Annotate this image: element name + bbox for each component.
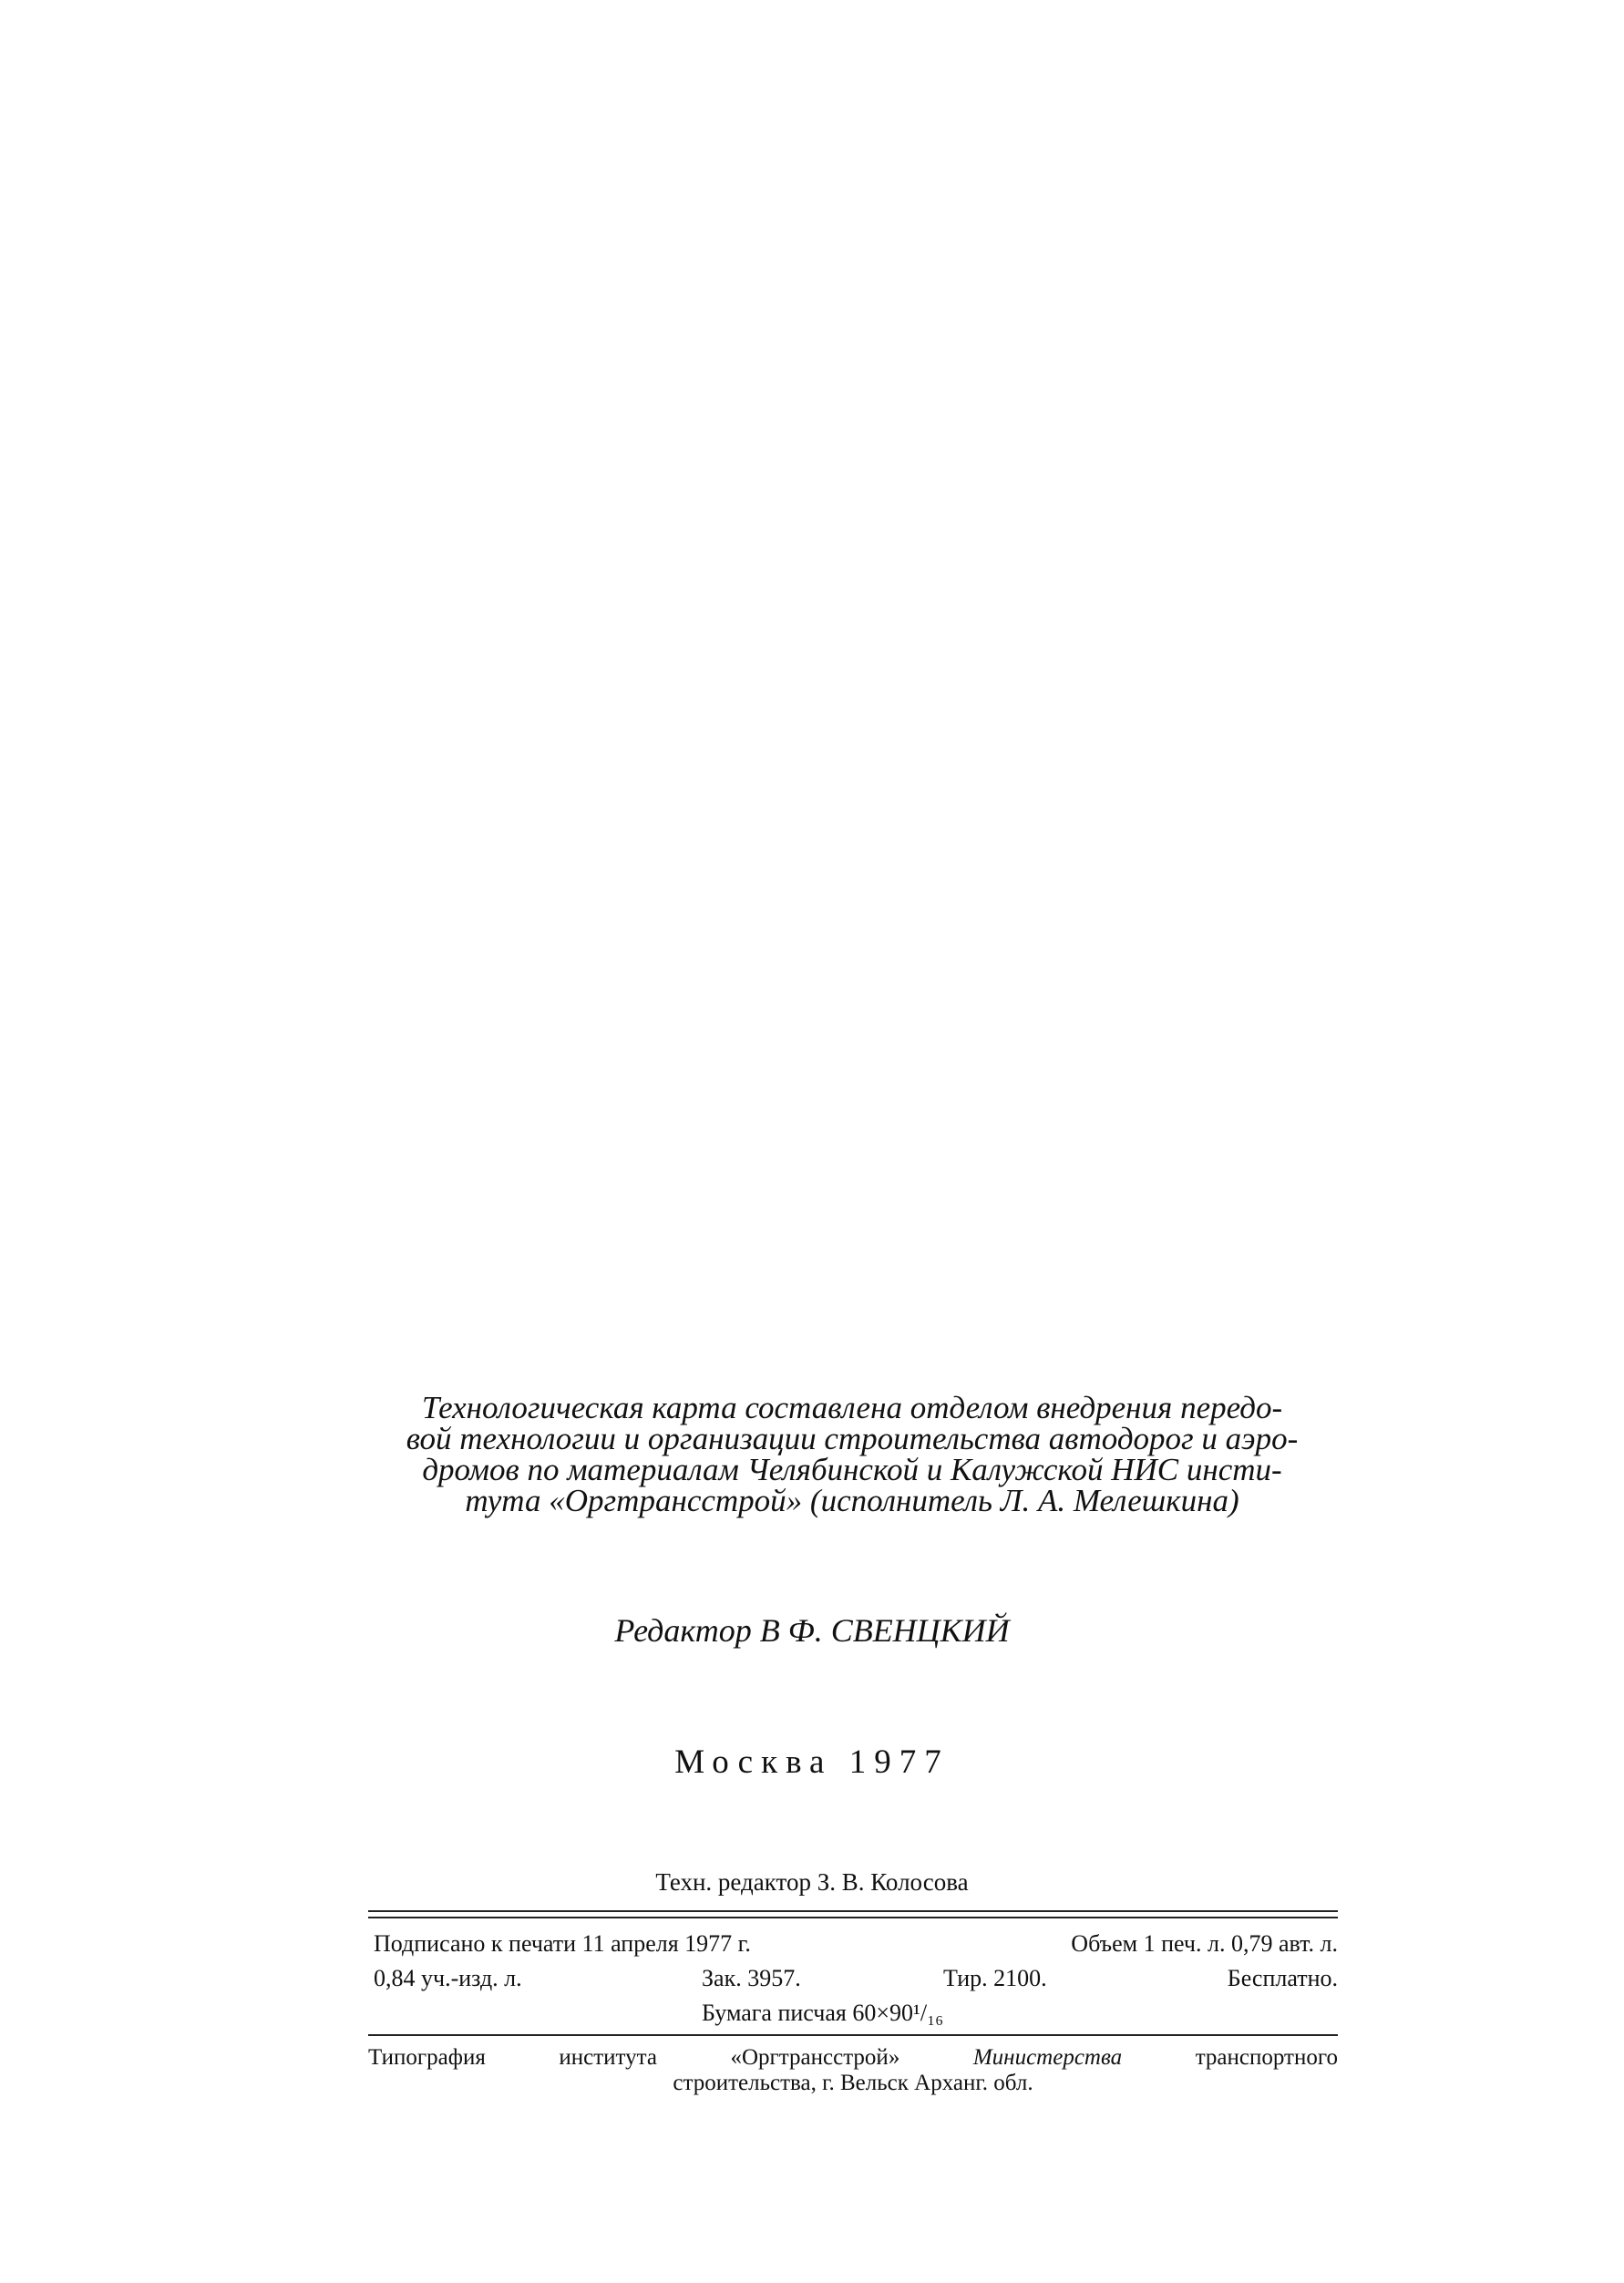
imprint-paper: Бумага писчая 60×90¹/₁₆ [702,2000,944,2026]
tech-editor-credit: Техн. редактор З. В. Колосова [655,1868,969,1896]
imprint-block [374,1930,1338,2031]
imprint-edition-sheets: 0,84 уч.-изд. л. [374,1965,522,1991]
imprint-order: Зак. 3957. [702,1965,801,1991]
annotation-line: вой технологии и организации строительства автодорог и аэро- [406,1421,1299,1456]
imprint-signed: Подписано к печати 11 апреля 1977 г. [374,1930,751,1957]
bottom-rule [368,2034,1338,2036]
printer-word: Министерства [972,2045,1123,2070]
printer-info [368,2045,1338,2096]
annotation-line: дромов по материалам Челябинской и Калужской НИС инсти- [422,1452,1282,1487]
compilers-annotation [360,1390,1344,1518]
imprint-circulation: Тир. 2100. [943,1965,1047,1991]
printer-word: транспортного [1195,2045,1338,2070]
printer-word: Типография [368,2045,486,2070]
printer-line-1 [368,2045,1338,2071]
annotation-line: тута «Оргтрансстрой» (исполнитель Л. А. Мелешкина) [465,1483,1239,1518]
printer-word: «Оргтрансстрой» [730,2045,900,2070]
imprint-volume: Объем 1 печ. л. 0,79 авт. л. [1071,1930,1338,1957]
city-year: Москва 1977 [674,1743,950,1781]
imprint-price: Бесплатно. [1227,1965,1338,1991]
printer-word: института [559,2045,657,2070]
editor-credit: Редактор В Ф. СВЕНЦКИЙ [614,1612,1010,1649]
printer-line-2: строительства, г. Вельск Арханг. обл. [673,2071,1033,2095]
top-double-rule-upper [368,1910,1338,1912]
top-double-rule-lower [368,1917,1338,1918]
annotation-line: Технологическая карта составлена отделом внедрения передо- [421,1390,1283,1425]
